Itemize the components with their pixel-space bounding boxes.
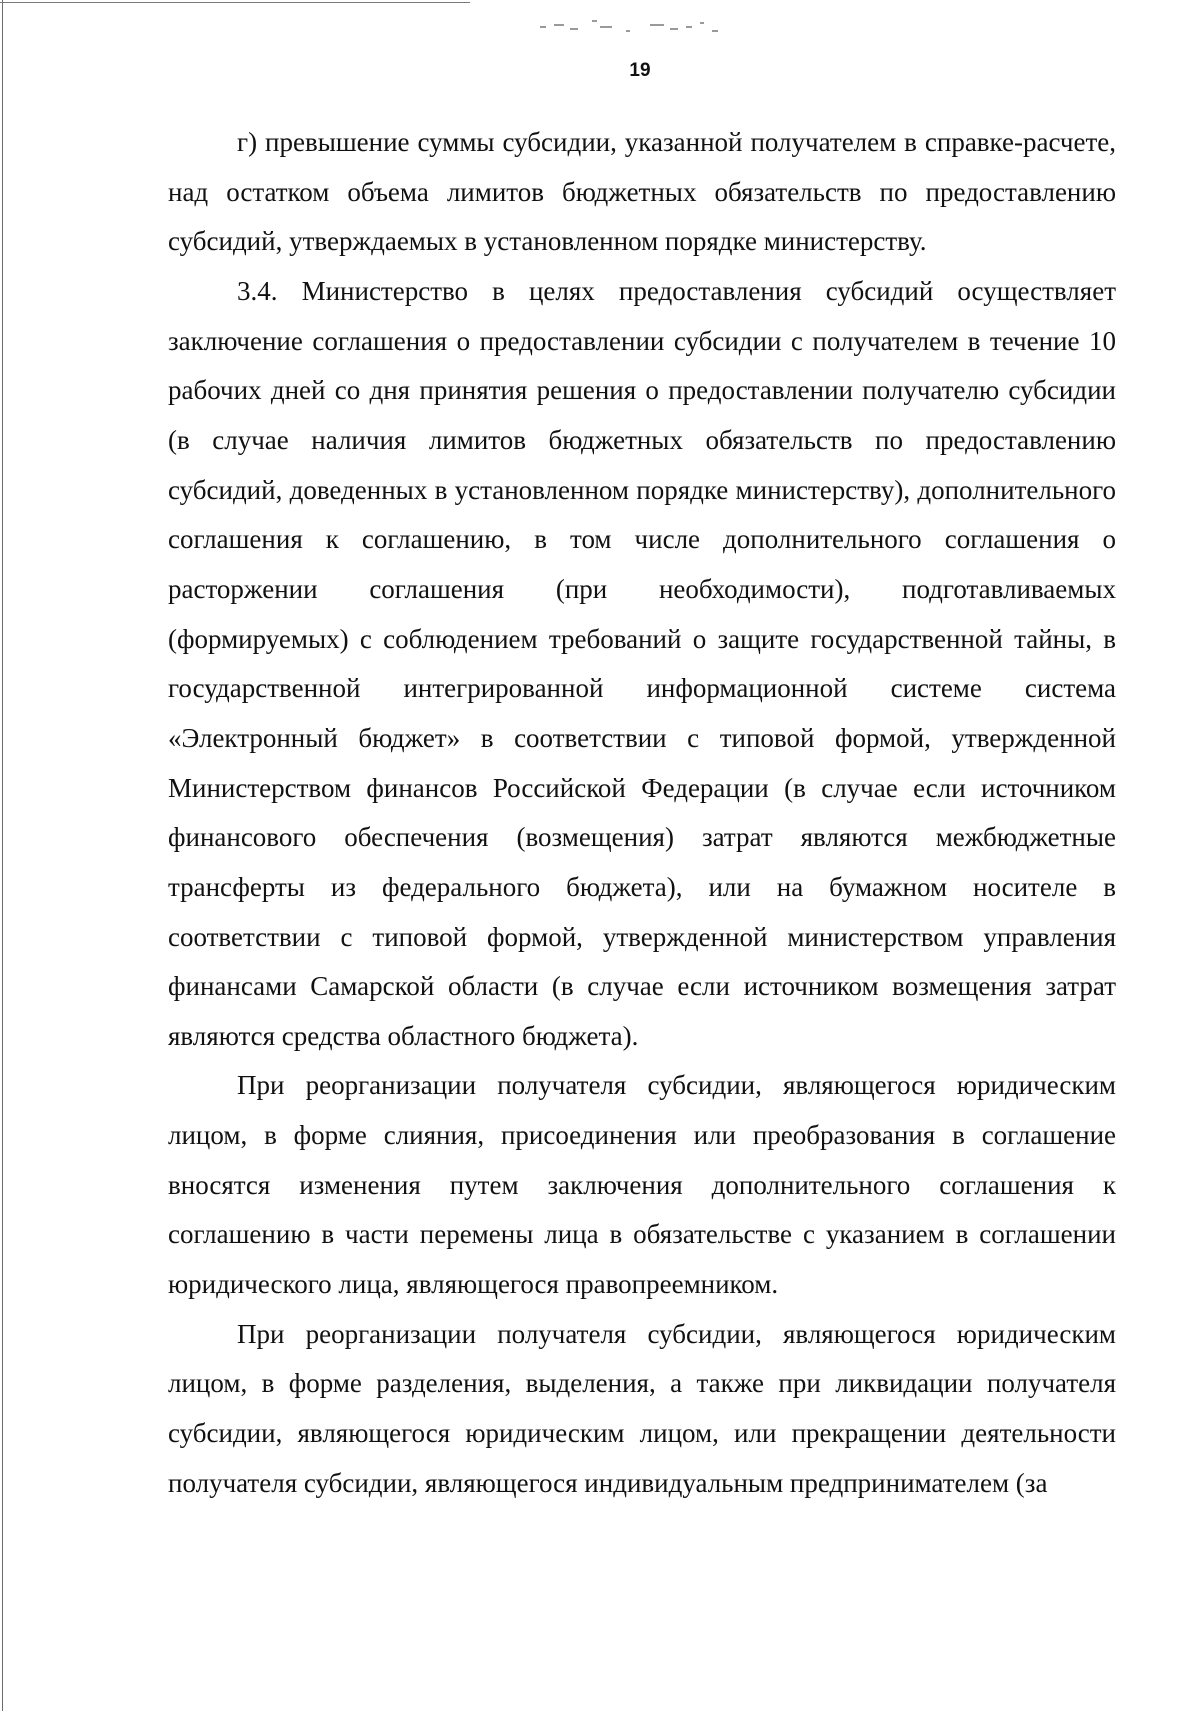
paragraph-item-g: г) превышение суммы субсидии, указанной получателем в справке-расчете, над остатком объема лимитов бюджетных обязательств по предоставлению субсидий, утверждаемых в установленном порядке министерству.: [168, 127, 1116, 257]
paragraph-3-4: 3.4. Министерство в целях предоставления субсидий осуществляет заключение соглашения о предоставлении субсидии с получателем в течение 10 рабочих дней со дня принятия решения о предоставлении получателю субсидии (в случае наличия лимитов бюджетных обязательств по предоставлению субсидий, доведенных в установленном порядке министерству), дополнительного соглашения к соглашению, в том числе дополнительного соглашения о расторжении соглашения (при необходимости), подготавливаемых (формируемых) с соблюдением требований о защите государственной тайны, в государственной интегрированной информационной системе система «Электронный бюджет» в соответствии с типовой формой, утвержденной Министерством финансов Российской Федерации (в случае если источником финансового обеспечения (возмещения) затрат являются межбюджетные трансферты из федерального бюджета), или на бумажном носителе в соответствии с типовой формой, утвержденной министерством управления финансами Самарской области (в случае если источником возмещения затрат являются средства областного бюджета).: [168, 275, 1116, 1051]
page-number: 19: [629, 60, 651, 81]
scan-edge-left: [2, 0, 3, 1711]
scan-edge-top: [0, 2, 470, 3]
paragraph-reorganization-division: При реорганизации получателя субсидии, являющегося юридическим лицом, в форме разделения, выделения, а также при ликвидации получателя субсидии, являющегося юридическим лицом, или прекращении деятельности получателя субсидии, являющегося индивидуальным предпринимателем (за: [168, 1318, 1116, 1498]
paragraph-reorganization-merger: При реорганизации получателя субсидии, являющегося юридическим лицом, в форме слияния, присоединения или преобразования в соглашение вносятся изменения путем заключения дополнительного соглашения к соглашению в части перемены лица в обязательстве с указанием в соглашении юридического лица, являющегося правопреемником.: [168, 1070, 1116, 1300]
document-body: [168, 118, 1116, 1508]
scan-noise: [530, 16, 750, 42]
